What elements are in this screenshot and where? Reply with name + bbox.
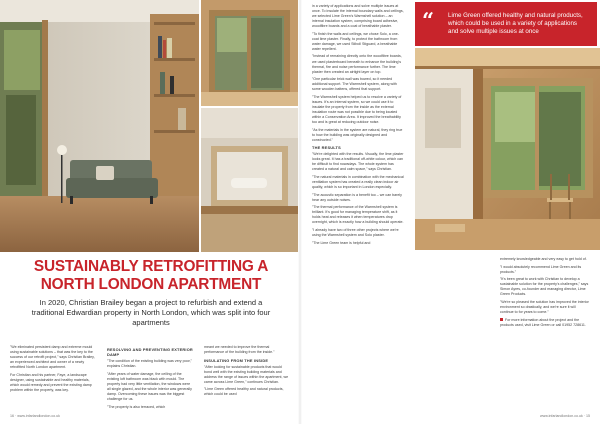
section-heading: THE RESULTS xyxy=(312,145,341,151)
standfirst: In 2020, Christian Brailey began a project to refurbish and extend a traditional Edwardian property in North London, which was split into four apartments xyxy=(31,298,271,327)
paragraph: in a variety of applications and solve multiple issues at once. To insulate the internal boundary walls and ceilings, we selected Lime Green's Warmshell solution – an internal insulation system, comprising board adhesive, woodfibre boards and a coat of breathable plaster. xyxy=(312,4,404,29)
paragraph: "To finish the walls and ceilings, we chose Solo, a one-coat lime plaster. Finally, to protect the bathroom from water damage, we used Stiboll Stiguard, a breathable water repellent. xyxy=(312,31,399,51)
paragraph: "We're delighted with the results. Visually, the lime plaster looks great. It has a traditional off-white colour, which can be difficult to find nowadays. The whole system has created a natural and calm space," says Christian. xyxy=(312,152,404,172)
pull-quote xyxy=(415,2,597,46)
paragraph: For Christian and his partner, Faye, a landscape designer, using sustainable and healthy materials, which would remedy and prevent the existing damp problem within the property, was key. xyxy=(10,372,92,392)
paragraph: "After looking for sustainable products that would bond well with the existing building materials and address the range of issues within the apartment, we came across Lime Green," continues Christian. xyxy=(204,364,289,384)
paragraph: "It's been great to work with Christian to develop a sustainable solution for the property's challenges," says Simon Ayres, co-founder and managing director, Lime Green Products. xyxy=(500,277,589,297)
right-page xyxy=(300,0,600,424)
pull-quote-text: Lime Green offered healthy and natural products, which could be used in a variety of applications and solve multiple issues at once xyxy=(448,12,583,36)
left-footer: 16 · www.infarlandlondon.co.uk xyxy=(10,414,60,418)
headline xyxy=(10,258,292,294)
headline-line-1: SUSTAINABLY RETROFITTING A xyxy=(33,258,269,275)
paragraph: "As the materials in the system are natural, they ring true to how the building was originally designed and constructed." xyxy=(312,127,403,142)
bathroom-photo xyxy=(201,108,298,252)
paragraph: "We're so pleased the solution has improved the interior environment so drastically, and we're sure it will continue to for years to come." xyxy=(500,300,589,315)
paragraph: "The Lime Green team is helpful and xyxy=(312,240,371,245)
more-info-text: For more information about the project and the products used, visit Lime Green or call 01952 728611. xyxy=(500,317,586,327)
left-column-3 xyxy=(204,345,290,400)
page-fold xyxy=(298,0,302,424)
right-column-2 xyxy=(500,257,590,330)
headline-line-2: NORTH LONDON APARTMENT xyxy=(40,276,262,294)
timber-window-photo xyxy=(201,0,298,106)
paragraph: "The thermal performance of the Warmshell system is brilliant. It's good for managing temperature shift, as it holds heat and releases it when temperatures drop overnight, which is exactly how a building should operate. xyxy=(312,205,404,225)
section-heading: RESOLVING AND PREVENTING EXTERIOR DAMP xyxy=(107,347,193,358)
more-info-callout xyxy=(500,318,590,328)
paragraph: extremely knowledgeable and very easy to get hold of. xyxy=(500,257,587,261)
quote-mark-icon: “ xyxy=(422,8,435,33)
right-footer: www.infarlandlondon.co.uk · 15 xyxy=(540,414,590,418)
left-column-1 xyxy=(10,345,96,395)
paragraph: "Instead of remaining directly onto the woodfibre boards, we used plasterboard beneath to enhance the building's thermal, fire and noise performance further. The lime plaster then created an airtight layer on top. xyxy=(312,54,402,74)
paragraph: "The Warmshell system helped us to resolve a variety of issues. It's an internal system, so we could use it to insulate the property from the inside as the external insulation route was not possible due to being located within a Conservation Area. It improved the breathability too and is great at reducing outdoor noise. xyxy=(312,94,402,125)
living-room-photo xyxy=(0,0,199,252)
right-column-1 xyxy=(312,4,404,248)
paragraph: meant we needed to improve the thermal performance of the building from the inside." xyxy=(204,345,275,355)
timber-interior-photo xyxy=(415,48,600,250)
paragraph: "The acoustic separation is a benefit too – we can barely hear any outside noises. xyxy=(312,192,402,202)
section-heading: INSULATING FROM THE INSIDE xyxy=(204,357,269,363)
paragraph: "One particular brick wall was bowed, so it needed additional support. The Warmshell system, along with some wooden battens, offered that support. xyxy=(312,77,397,92)
red-square-bullet-icon xyxy=(500,318,503,321)
paragraph: "I already have two of three other projects where we're using the Warmshell system and Solo plaster. xyxy=(312,228,399,238)
paragraph: "The property is also terraced, which xyxy=(107,404,166,409)
paragraph: "I would absolutely recommend Lime Green and its products." xyxy=(500,264,582,274)
paragraph: "We eliminated persistent damp and extreme mould using sustainable solutions – that was the key to the success of our retrofit project," says Christian Brailey, an experienced architect and owner of a newly retrofitted North London apartment. xyxy=(10,345,95,370)
left-column-2 xyxy=(107,345,193,413)
paragraph: "The condition of the existing building was very poor," explains Christian. xyxy=(107,359,192,369)
paragraph: "The natural materials in combination with the mechanical ventilation system has created a really clean indoor air quality, which is so important in London especially. xyxy=(312,175,404,190)
paragraph: "After years of water damage, the ceiling of the existing loft bathroom was black with mould. The property had very little ventilation, the windows were all single glazed, and the whole interior was generally damp. Overcoming these issues was the biggest challenge for us. xyxy=(107,372,192,402)
paragraph: "Lime Green offered healthy and natural products, which could be used xyxy=(204,387,284,397)
